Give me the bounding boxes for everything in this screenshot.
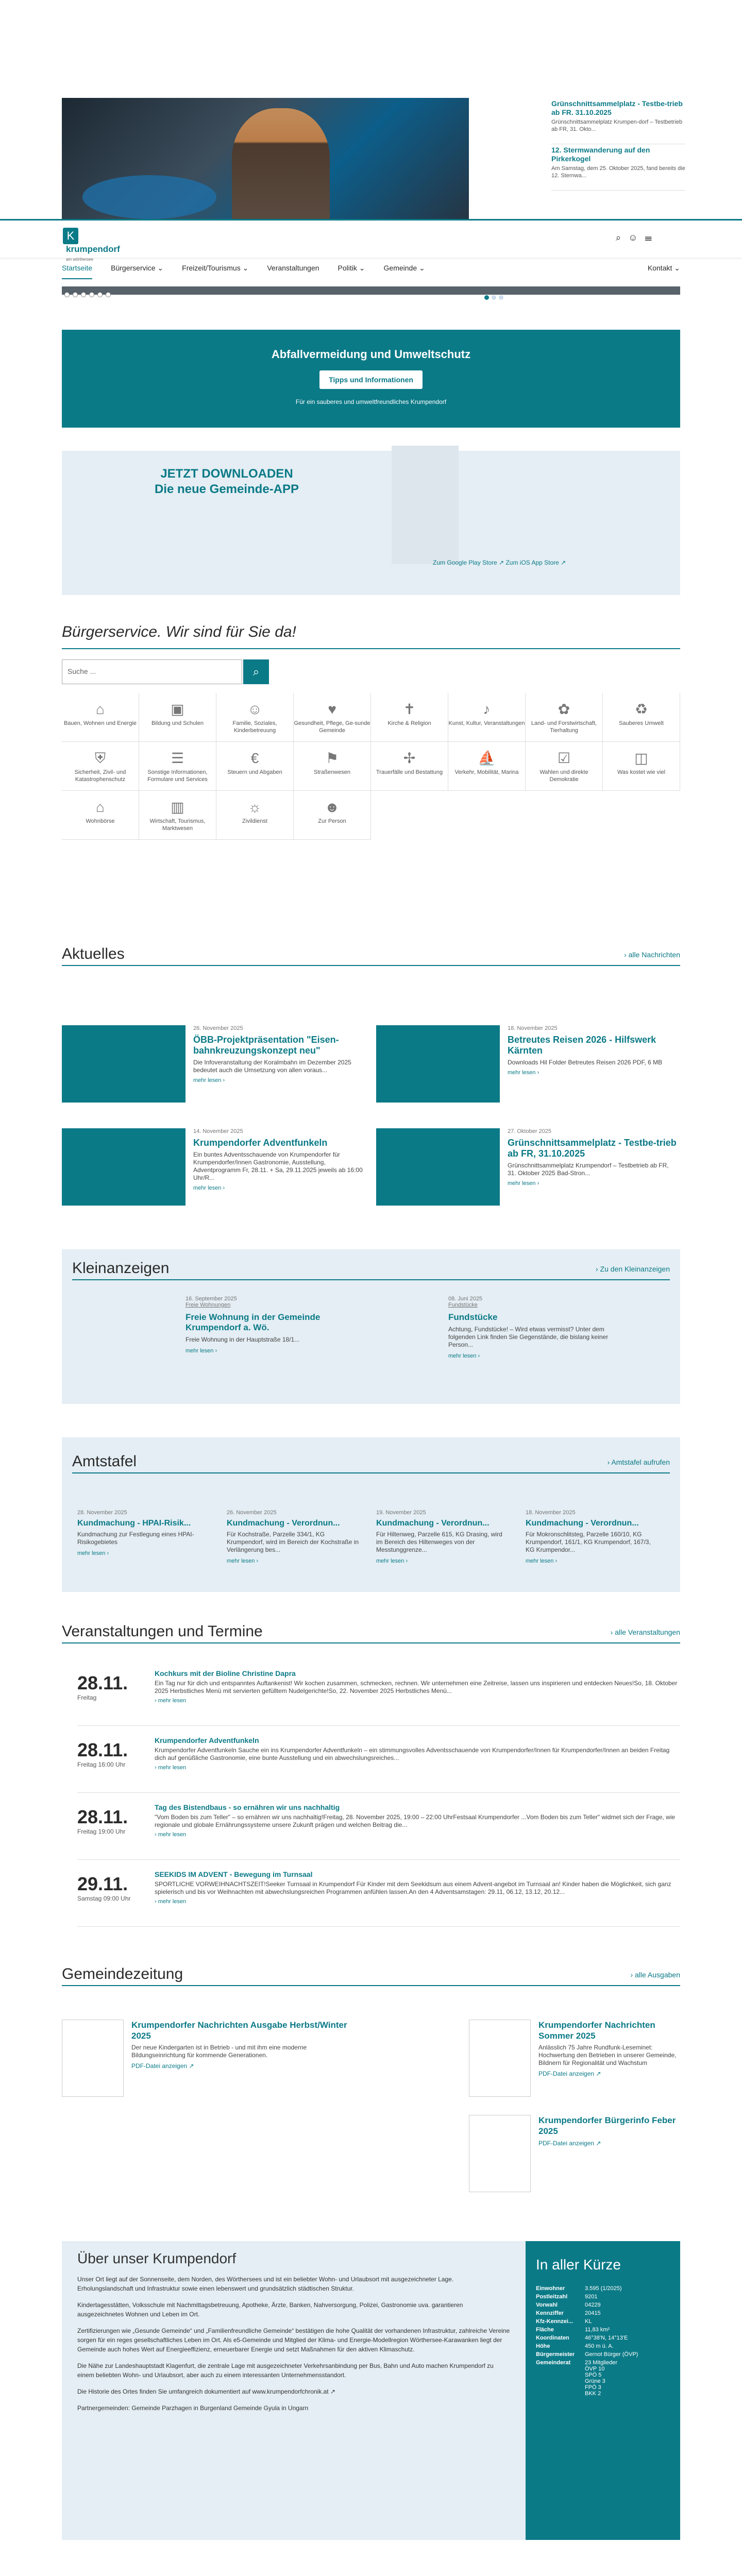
service-search <box>62 659 269 684</box>
app-title-line: Die neue Gemeinde-APP <box>154 482 299 496</box>
service-icon: ☼ <box>248 799 262 815</box>
facts-panel <box>526 2241 680 2540</box>
notice-date: 28. November 2025 <box>77 1510 127 1516</box>
newspaper-title[interactable]: Krumpendorfer Nachrichten Ausgabe Herbst/Winter 2025 <box>131 2020 347 2041</box>
fact-row <box>536 2293 642 2301</box>
read-more-link[interactable]: mehr lesen › <box>185 1348 217 1354</box>
service-icon: ⛨ <box>94 750 106 766</box>
news-image <box>376 1025 500 1103</box>
fact-key: Postleitzahl <box>536 2294 568 2300</box>
nav-item[interactable]: Kontakt ⌄ <box>647 264 680 272</box>
newspaper-desc: Der neue Kindergarten ist in Betrieb - und mit ihm eine moderne Bildungseinrichtung für kommende Generationen. <box>131 2044 307 2059</box>
aktuelles-title: Aktuelles <box>62 945 125 962</box>
service-label: Wahlen und direkte Demokratie <box>539 769 588 783</box>
read-more-link[interactable]: › mehr lesen <box>155 1698 187 1704</box>
news-item[interactable] <box>62 1128 366 1208</box>
news-teaser: Downloads Hil Folder Betreutes Reisen 2026 PDF, 6 MB <box>508 1059 663 1066</box>
event-item[interactable] <box>77 1736 680 1793</box>
service-label: Familie, Soziales, Kinderbetreuung <box>232 720 277 734</box>
fact-line: 11,83 km² <box>585 2327 610 2333</box>
service-label: Bauen, Wohnen und Energie <box>63 720 137 726</box>
pdf-link[interactable]: PDF-Datei anzeigen ↗ <box>538 2070 601 2077</box>
ver-header <box>62 1623 680 1643</box>
news-headline[interactable]: Betreutes Reisen 2026 - Hilfswerk Kärnten <box>508 1035 656 1056</box>
fact-key: Fläche <box>536 2327 554 2333</box>
user-icon[interactable]: ☺ <box>628 232 645 243</box>
newspaper-item[interactable] <box>469 2115 680 2192</box>
notice-date: 18. November 2025 <box>526 1510 576 1516</box>
store-links[interactable]: Zum Google Play Store ↗ Zum iOS App Store ↗ <box>433 559 566 566</box>
all-news-link[interactable]: › alle Nachrichten <box>624 951 680 959</box>
service-icon: ✢ <box>403 750 416 766</box>
fact-key: Koordinaten <box>536 2335 569 2341</box>
read-more-link[interactable]: mehr lesen › <box>508 1180 539 1187</box>
fact-key: Gemeinderat <box>536 2360 571 2366</box>
event-desc: Krumpendorfer Adventfunkeln Sauche ein ins Krumpendorfer Adventfunkeln – ein stimmungsvolles Adventsschauende von Krumpendorfer/Innen für Krumpendorfer/Innen an beiden Freitag dich auf genüßliche Gastronomie, eine bunte Ausstellung und ein abwechslungsreiches... <box>155 1747 670 1761</box>
amts-title: Amtstafel <box>72 1453 137 1470</box>
logo-name: krumpendorf <box>66 244 120 254</box>
notice-title[interactable]: Kundmachung - Verordnun... <box>376 1519 490 1528</box>
read-more-link[interactable]: › mehr lesen <box>155 1765 187 1771</box>
hero-drum <box>82 175 216 219</box>
service-tile[interactable] <box>216 693 294 742</box>
event-item[interactable] <box>77 1870 680 1927</box>
read-more-link[interactable]: › mehr lesen <box>155 1832 187 1838</box>
service-icon: ⌂ <box>96 701 105 717</box>
notice-card[interactable] <box>77 1510 211 1556</box>
service-tile[interactable] <box>371 742 448 791</box>
service-tile[interactable] <box>139 742 216 791</box>
news-headline[interactable]: Grünschnittsammelplatz - Testbe-trieb ab FR, 31.10.2025 <box>508 1138 677 1159</box>
classified-item[interactable] <box>448 1296 629 1359</box>
service-label: Land- und Forstwirtschaft, Tierhaltung <box>531 720 597 734</box>
amtstafel-section <box>62 1437 680 1592</box>
fact-key: Einwohner <box>536 2285 565 2292</box>
abfall-text: Für ein sauberes und umweltfreundliches Krumpendorf <box>295 398 447 405</box>
notice-text: Für Mokronschlitsteg, Parzelle 160/10, KG Krumpendorf, 161/1, KG Krumpendorf, 167/3, KG Krumpendor... <box>526 1531 651 1553</box>
read-more-link[interactable]: mehr lesen › <box>526 1558 558 1564</box>
nav-item[interactable]: Freizeit/Tourismus ⌄ <box>182 264 249 272</box>
about-paragraph: Die Historie des Ortes finden Sie umfangreich dokumentiert auf www.krumpendorfchronik.at ↗ <box>77 2388 335 2395</box>
news-image <box>62 1025 185 1103</box>
service-icon: ☑ <box>557 750 571 766</box>
notice-card[interactable] <box>227 1510 361 1564</box>
read-more-link[interactable]: mehr lesen › <box>508 1070 539 1076</box>
service-icon: ☻ <box>324 799 340 815</box>
fact-row <box>536 2317 642 2326</box>
event-weekday: Freitag <box>77 1694 97 1701</box>
service-tile[interactable] <box>294 693 371 742</box>
event-title[interactable]: Kochkurs mit der Bioline Christine Dapra <box>155 1669 296 1677</box>
notice-text: Kundmachung zur Festlegung eines HPAI-Risikogebietes <box>77 1531 194 1546</box>
buergerservice-title: Bürgerservice. Wir sind für Sie da! <box>62 623 296 640</box>
news-date: 27. Oktober 2025 <box>508 1128 552 1134</box>
newspaper-title[interactable]: Krumpendorfer Bürgerinfo Feber 2025 <box>538 2115 676 2136</box>
kleinanzeigen-section <box>62 1249 680 1404</box>
fact-line: 450 m ü. A. <box>585 2343 614 2349</box>
service-tile[interactable] <box>139 693 216 742</box>
phone-image <box>392 446 459 564</box>
site-logo[interactable] <box>63 228 120 262</box>
service-label: Sonstige Informationen, Formulare und Services <box>147 769 208 783</box>
header-icons <box>616 232 659 243</box>
abfall-banner <box>62 330 680 428</box>
service-label: Sicherheit, Zivil- und Katastrophenschutz <box>74 769 126 783</box>
ver-link[interactable]: › alle Veranstaltungen <box>610 1628 680 1636</box>
news-teaser: Ein buntes Adventsschauende von Krumpendorfer für Krumpendorfer/Innen Gastronomie, Ausstellung, Adventprogramm Fr, 28.11. + Sa, 29.11.2025 jeweils ab 16:00 Uhr/R... <box>193 1151 363 1181</box>
service-label: Kunst, Kultur, Veranstaltungen <box>448 720 525 726</box>
service-icon: ▥ <box>171 799 184 815</box>
service-icon: ⌂ <box>96 799 105 815</box>
classified-text: Freie Wohnung in der Hauptstraße 18/1... <box>185 1336 300 1343</box>
event-text <box>155 1669 680 1704</box>
service-tile[interactable] <box>62 791 139 840</box>
service-tile[interactable] <box>448 693 526 742</box>
fact-key: Vorwahl <box>536 2302 558 2308</box>
fact-value <box>585 2309 642 2317</box>
service-icon: ♻ <box>634 701 648 717</box>
service-label: Was kostet wie viel <box>617 769 666 775</box>
notice-title[interactable]: Kundmachung - Verordnun... <box>526 1519 639 1528</box>
pdf-link[interactable]: PDF-Datei anzeigen ↗ <box>538 2140 601 2147</box>
aktuelles-header <box>62 945 680 966</box>
notice-text: Für Hiltenweg, Parzelle 615, KG Drasing, wird im Bereich des Hiltenweges von der Messtunggrenze... <box>376 1531 502 1553</box>
newspaper-item[interactable] <box>469 2020 680 2097</box>
fact-line: Gernot Bürger (ÖVP) <box>585 2351 638 2358</box>
fact-line: ÖVP 10 <box>585 2366 605 2372</box>
service-icon: ✝ <box>403 701 416 717</box>
fact-value <box>585 2334 642 2342</box>
hero-image[interactable] <box>62 98 469 219</box>
service-icon: ◫ <box>634 750 648 766</box>
ver-title: Veranstaltungen und Termine <box>62 1623 263 1640</box>
fact-row <box>536 2301 642 2309</box>
main-nav <box>62 258 680 278</box>
fact-value <box>585 2342 642 2350</box>
fact-row <box>536 2284 642 2293</box>
news-item[interactable] <box>62 1025 366 1105</box>
fact-value <box>585 2301 642 2309</box>
event-text <box>155 1736 680 1771</box>
service-tile[interactable] <box>294 791 371 840</box>
event-weekday: Freitag 19:00 Uhr <box>77 1828 126 1835</box>
fact-key: Kfz-Kennzei... <box>536 2318 574 2325</box>
newspaper-item[interactable] <box>62 2020 350 2097</box>
fact-line: 3.595 (1/2025) <box>585 2285 622 2292</box>
hero-side-item[interactable] <box>551 98 685 144</box>
fact-line: 23 Mitglieder <box>585 2360 617 2366</box>
service-label: Steuern und Abgaben <box>227 769 282 775</box>
newspaper-desc: Anlässlich 75 Jahre Rundfunk-Leseminet: Hochwertung den Betrieben in unserer Gemeinde, Bildnern für Regionalität und Wachstum <box>538 2044 677 2066</box>
fact-row <box>536 2342 642 2350</box>
facts-title: In aller Kürze <box>536 2257 621 2273</box>
service-label: Verkehr, Mobilität, Marina <box>454 769 519 775</box>
notice-title[interactable]: Kundmachung - Verordnun... <box>227 1519 340 1528</box>
fact-value <box>585 2293 642 2301</box>
service-tile[interactable] <box>62 742 139 791</box>
fact-row <box>536 2359 642 2398</box>
service-tile[interactable] <box>371 693 448 742</box>
amts-header <box>72 1453 670 1473</box>
news-headline[interactable]: ÖBB-Projektpräsentation "Eisen-bahnkreuzungskonzept neu" <box>193 1035 339 1056</box>
klein-link[interactable]: › Zu den Kleinanzeigen <box>596 1265 670 1273</box>
fact-line: SPÖ 5 <box>585 2372 602 2378</box>
hero-side-item[interactable] <box>551 144 685 191</box>
event-date: 28.11. <box>77 1739 128 1760</box>
nav-item[interactable]: Bürgerservice ⌄ <box>111 264 164 272</box>
news-text <box>193 1025 363 1083</box>
service-label: Zur Person <box>318 818 346 824</box>
classified-item[interactable] <box>185 1296 366 1354</box>
service-icon: ☰ <box>171 750 184 766</box>
search-icon[interactable]: ⌕ <box>616 232 629 243</box>
hero-side-snippet: Am Samstag, dem 25. Oktober 2025, fand bereits die 12. Sternwa... <box>551 165 685 179</box>
newspaper-cover[interactable] <box>469 2020 531 2097</box>
classified-text: Achtung, Fundstücke! – Wird etwas vermisst? Unter dem folgenden Link finden Sie Gegenstände, die bislang keiner Person... <box>448 1326 609 1348</box>
read-more-link[interactable]: › mehr lesen <box>155 1899 187 1905</box>
fact-row <box>536 2309 642 2317</box>
event-weekday: Freitag 16:00 Uhr <box>77 1761 126 1768</box>
event-date: 29.11. <box>77 1873 128 1894</box>
fact-line: BKK 2 <box>585 2391 601 2397</box>
event-title[interactable]: SEEKIDS IM ADVENT - Bewegung im Turnsaal <box>155 1870 313 1878</box>
service-tile[interactable] <box>526 742 603 791</box>
nav-item[interactable]: Gemeinde ⌄ <box>383 264 425 272</box>
service-label: Bildung und Schulen <box>151 720 204 726</box>
nav-item[interactable]: Politik ⌄ <box>338 264 365 272</box>
fact-row <box>536 2334 642 2342</box>
abfall-title: Abfallvermeidung und Umweltschutz <box>271 348 471 361</box>
service-tile[interactable] <box>294 742 371 791</box>
service-label: Trauerfälle und Bestattung <box>376 769 443 775</box>
notice-card[interactable] <box>526 1510 660 1564</box>
logo-sub: am wörthersee <box>66 257 93 262</box>
event-desc: SPORTLICHE VORWEIHNACHTSZEIT!Seeker Turnsaal in Krumpendorf Für Kinder mit dem Seekidsum aus einem Advent-angebot im Turnsaal an! Kinder haben die Möglichkeit, sich ganz spielerisch und bis vor Weihnachten mit abwechslungsreichen Programmen anfühlen lassen.An den 4 Adventsamstagen: 29.11, 06.12, 13.12, 20.12... <box>155 1880 671 1895</box>
service-label: Straßenwesen <box>314 769 350 775</box>
notice-date: 26. November 2025 <box>227 1510 277 1516</box>
fact-line: 20415 <box>585 2310 601 2316</box>
news-date: 14. November 2025 <box>193 1128 243 1134</box>
service-tile[interactable] <box>526 693 603 742</box>
fact-line: 9201 <box>585 2294 598 2300</box>
search-button[interactable]: ⌕ <box>243 659 269 684</box>
service-icon: € <box>250 750 259 766</box>
event-title[interactable]: Tag des Bistendbaus - so ernähren wir uns nachhaltig <box>155 1803 340 1811</box>
news-image <box>62 1128 185 1206</box>
app-banner <box>62 451 680 595</box>
fact-line: Grüne 3 <box>585 2378 605 2384</box>
pdf-link[interactable]: PDF-Datei anzeigen ↗ <box>131 2062 194 2070</box>
news-item[interactable] <box>376 1128 680 1208</box>
gz-title: Gemeindezeitung <box>62 1965 183 1982</box>
newspaper-text <box>538 2020 678 2077</box>
app-title-line: JETZT DOWNLOADEN <box>160 467 293 481</box>
event-title[interactable]: Krumpendorfer Adventfunkeln <box>155 1736 259 1744</box>
notice-card[interactable] <box>376 1510 510 1564</box>
hero-side-title[interactable]: 12. Stermwanderung auf den Pirkerkogel <box>551 146 650 163</box>
news-text <box>508 1025 678 1076</box>
classified-date: 08. Juni 2025 <box>448 1296 483 1302</box>
classified-title[interactable]: Freie Wohnung in der Gemeinde Krumpendorf a. Wö. <box>185 1312 321 1332</box>
newspaper-title[interactable]: Krumpendorfer Nachrichten Sommer 2025 <box>538 2020 655 2041</box>
read-more-link[interactable]: mehr lesen › <box>193 1185 225 1191</box>
fact-line: KL <box>585 2318 592 2325</box>
hero-side-title[interactable]: Grünschnittsammelplatz - Testbe-trieb ab FR. 31.10.2025 <box>551 99 683 116</box>
service-tile[interactable] <box>603 742 680 791</box>
service-tile[interactable] <box>139 791 216 840</box>
event-text <box>155 1870 680 1905</box>
about-text <box>77 2250 510 2420</box>
notice-title[interactable]: Kundmachung - HPAI-Risik... <box>77 1519 191 1528</box>
nav-item[interactable]: Startseite <box>62 258 92 279</box>
about-title: Über unser Krumpendorf <box>77 2250 237 2266</box>
about-paragraph: Partnergemeinden: Gemeinde Parzhagen in Burgenland Gemeinde Gyula in Ungarn <box>77 2404 309 2412</box>
fact-value <box>585 2359 642 2398</box>
nav-item[interactable]: Veranstaltungen <box>267 264 319 272</box>
hero-slider-dots[interactable] <box>64 291 167 299</box>
logo-mark: K <box>63 228 78 244</box>
news-text <box>508 1128 678 1187</box>
fact-value <box>585 2326 642 2334</box>
about-paragraph: Zertifizierungen wie „Gesunde Gemeinde“ und „Familienfreundliche Gemeinde“ bestätigen die hohe Qualität der vorhandenen Infrastruktur, zahlreiche Vereine sorgen für ein reges gesellschaftliches Leben im Ort. Als e5-Gemeinde und Mitglied der Klima- und Energie-Modellregion Wörthersee-Karawanken liegt der Gemeinde auch hohes Wert auf Energieeffizienz, erneuerbarer Energie und setzt Maßnahmen für den aktiven Klimaschutz. <box>77 2327 510 2353</box>
menu-icon[interactable]: ☰ <box>645 232 659 243</box>
news-teaser: Grünschnittsammelplatz Krumpendorf – Testbetrieb ab FR, 31. Oktober 2025 Bad-Stron... <box>508 1162 669 1177</box>
gz-link[interactable]: › alle Ausgaben <box>630 1971 680 1979</box>
fact-key: Kennziffer <box>536 2310 564 2316</box>
about-paragraph: Die Nähe zur Landeshauptstadt Klagenfurt, die zentrale Lage mit ausgezeichneter Verkehrsanbindung per Bus, Bahn und Auto machen Krumpendorf zu einem beliebten Wohn- und Urlaubsort, aber auch zu einem interessanten Unternehmensstandort. <box>77 2362 494 2379</box>
read-more-link[interactable]: mehr lesen › <box>77 1550 109 1556</box>
event-item[interactable] <box>77 1803 680 1860</box>
hero-side-news <box>551 98 685 191</box>
event-date: 28.11. <box>77 1806 128 1827</box>
fact-key: Bürgermeister <box>536 2351 575 2358</box>
fact-row <box>536 2326 642 2334</box>
service-label: Sauberes Umwelt <box>619 720 664 726</box>
event-desc: Ein Tag nur für dich und entspanntes Auftankenist! Wir kochen zusammen, schmecken, rechnen. Wir unternehmen eine Zeitreise, lassen uns inspirieren und entdecken Neues!So, 18. Oktober 2025 Herbstliches Menü mit servierten gefülltem Nudelgerichte!So, 22. November 2025 Herbstliches Menü... <box>155 1680 678 1694</box>
read-more-link[interactable]: mehr lesen › <box>193 1077 225 1083</box>
service-label: Wirtschaft, Tourismus, Marktwesen <box>149 818 206 832</box>
newspaper-cover[interactable] <box>62 2020 124 2097</box>
event-text <box>155 1803 680 1838</box>
service-icon: ⚑ <box>325 750 339 766</box>
abfall-button[interactable]: Tipps und Informationen <box>319 370 423 389</box>
fact-row <box>536 2350 642 2359</box>
news-teaser: Die Infoveranstaltung der Koralmbahn im Dezember 2025 bedeutet auch die Umsetzung von allen voraus... <box>193 1059 351 1074</box>
news-item[interactable] <box>376 1025 680 1105</box>
event-desc: "Vom Boden bis zum Teller" – so ernähren wir uns nachhaltig!Freitag, 28. November 2025, 19:00 – 22:00 UhrFestsaal Krumpendorfer ...Vom Boden bis zum Teller" widmet sich der Frage, wie regionale und globale Ernährungssysteme unsere Zukunft prägen und welchen Beitrag die... <box>155 1814 676 1828</box>
service-icon: ✿ <box>558 701 570 717</box>
read-more-link[interactable]: mehr lesen › <box>227 1558 259 1564</box>
hero-side-snippet: Grünschnittsammelplatz Krumpen-dorf – Testbetrieb ab FR, 31. Okto... <box>551 119 683 132</box>
service-icon: ♥ <box>328 701 336 717</box>
app-title <box>149 466 304 497</box>
service-tile[interactable] <box>216 742 294 791</box>
notice-date: 19. November 2025 <box>376 1510 426 1516</box>
fact-key: Höhe <box>536 2343 550 2349</box>
side-slider-dots[interactable] <box>484 294 506 301</box>
news-image <box>376 1128 500 1206</box>
news-headline[interactable]: Krumpendorfer Adventfunkeln <box>193 1138 328 1148</box>
klein-title: Kleinanzeigen <box>72 1260 170 1277</box>
amts-link[interactable]: › Amtstafel aufrufen <box>607 1458 670 1466</box>
read-more-link[interactable]: mehr lesen › <box>376 1558 408 1564</box>
fact-value <box>585 2350 642 2359</box>
classified-title[interactable]: Fundstücke <box>448 1312 498 1322</box>
service-label: Gesundheit, Pflege, Ge-sunde Gemeinde <box>294 720 370 734</box>
gz-header <box>62 1965 680 1986</box>
news-date: 26. November 2025 <box>193 1025 243 1031</box>
newspaper-text <box>131 2020 348 2070</box>
service-icon: ☺ <box>247 701 262 717</box>
read-more-link[interactable]: mehr lesen › <box>448 1353 480 1359</box>
fact-line: 04229 <box>585 2302 601 2308</box>
service-icon: ♪ <box>483 701 491 717</box>
newspaper-text <box>538 2115 678 2147</box>
classified-date: 16. September 2025 <box>185 1296 237 1302</box>
fact-line: FPÖ 3 <box>585 2384 601 2391</box>
search-input[interactable]: Suche ... <box>62 659 242 684</box>
klein-header <box>72 1260 670 1280</box>
service-tile[interactable] <box>448 742 526 791</box>
event-item[interactable] <box>77 1669 680 1726</box>
service-tile[interactable] <box>62 693 139 742</box>
service-tile[interactable] <box>603 693 680 742</box>
fact-line: 46°38'N, 14°13'E <box>585 2335 628 2341</box>
about-section <box>62 2241 680 2540</box>
service-tile[interactable] <box>216 791 294 840</box>
service-icon: ▣ <box>171 701 184 717</box>
notice-text: Für Kochstraße, Parzelle 334/1, KG Krumpendorf, wird im Bereich der Kochstraße in Verlängerung bes... <box>227 1531 359 1553</box>
event-weekday: Samstag 09:00 Uhr <box>77 1895 131 1902</box>
newspaper-cover[interactable] <box>469 2115 531 2192</box>
hero-musician <box>232 108 330 219</box>
news-date: 18. November 2025 <box>508 1025 558 1031</box>
classified-category: Freie Wohnungen <box>185 1302 231 1308</box>
event-date: 28.11. <box>77 1672 128 1693</box>
classified-category: Fundstücke <box>448 1302 478 1308</box>
fact-value <box>585 2317 642 2326</box>
news-text <box>193 1128 363 1191</box>
about-paragraph: Unser Ort liegt auf der Sonnenseite, dem Norden, des Wörthersees und ist ein beliebter Wohn- und Urlaubsort mit ausgezeichneter Lage. Erholungslandschaft und Infrastruktur sowie einen lebenswert und grundsätzlich städtischen Struktur. <box>77 2276 454 2292</box>
service-icon: ⛵ <box>478 750 496 766</box>
service-label: Zivildienst <box>242 818 267 824</box>
service-label: Kirche & Religion <box>387 720 431 726</box>
service-label: Wohnbörse <box>86 818 115 824</box>
about-paragraph: Kindertagesstätten, Volksschule mit Nachmittagsbetreuung, Apotheke, Ärzte, Banken, Nahversorgung, Polizei, Gastronomie uva. garantieren ausgezeichnetes Wohnen und Leben im Ort. <box>77 2301 463 2318</box>
fact-value <box>585 2284 642 2293</box>
